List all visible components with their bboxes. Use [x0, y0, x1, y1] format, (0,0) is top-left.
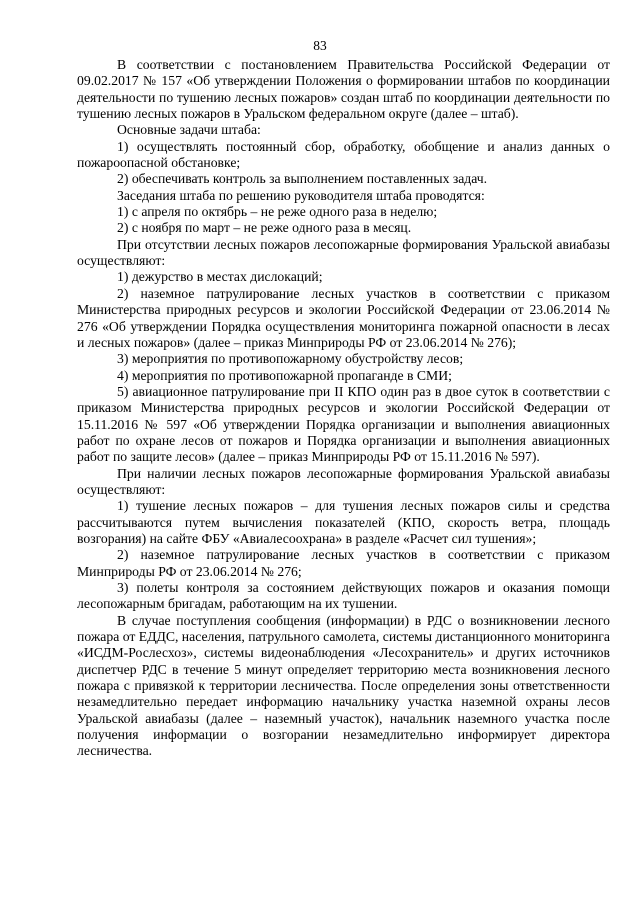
paragraph-fires-1: 1) тушение лесных пожаров – для тушения лесных пожаров силы и средства рассчитываются путем вычисления показателей (КПО, скорость ветра, площадь возгорания) на сайте ФБУ «Авиалесоохрана» в разделе «Расчет сил тушения»;: [77, 498, 610, 546]
page-number: 83: [313, 38, 327, 53]
paragraph-meetings-2: 2) с ноября по март – не реже одного раза в месяц.: [117, 220, 412, 236]
paragraph-fires-heading: При наличии лесных пожаров лесопожарные формирования Уральской авиабазы осуществляют:: [77, 465, 610, 497]
paragraph-no-fires-5: 5) авиационное патрулирование при II КПО один раз в двое суток в соответствии с приказом Министерства природных ресурсов и экологии Российской Федерации от 15.11.2016 № 597 «Об утверждении Порядка организации и выполнения авиационных работ по охране лесов от пожаров и Порядка организации и выполнения авиационных работ по защите лесов» (далее – приказ Минприроды РФ от 15.11.2016 № 597).: [77, 383, 610, 465]
paragraph-meetings-heading: Заседания штаба по решению руководителя штаба проводятся:: [117, 187, 485, 203]
paragraph-no-fires-1: 1) дежурство в местах дислокаций;: [117, 269, 323, 285]
paragraph-tasks-heading: Основные задачи штаба:: [117, 122, 261, 138]
paragraph-no-fires-heading: При отсутствии лесных пожаров лесопожарные формирования Уральской авиабазы осуществляют:: [77, 236, 610, 269]
paragraph-fires-3: 3) полеты контроля за состоянием действующих пожаров и оказания помощи лесопожарным бригадам, работающим на их тушении.: [77, 580, 610, 612]
paragraph-no-fires-2: 2) наземное патрулирование лесных участков в соответствии с приказом Министерства природных ресурсов и экологии Российской Федерации от 23.06.2014 № 276 «Об утверждении Порядка осуществления мониторинга пожарной опасности в лесах и лесных пожаров» (далее – приказ Минприроды РФ от 23.06.2014 № 276);: [77, 285, 610, 350]
paragraph-task-2: 2) обеспечивать контроль за выполнением поставленных задач.: [117, 171, 488, 187]
paragraph-task-1: 1) осуществлять постоянный сбор, обработку, обобщение и анализ данных о пожароопасной обстановке;: [77, 138, 610, 171]
document-body: [77, 57, 610, 760]
paragraph-fire-report-procedure: В случае поступления сообщения (информации) в РДС о возникновении лесного пожара от ЕДДС, населения, патрульного самолета, системы дистанционного мониторинга «ИСДМ-Рослесхоз», системы видеонаблюдения «Лесохранитель» и других источников диспетчер РДС в течение 5 минут определяет территорию места возникновения лесного пожара с привязкой к территории лесничества. После определения зоны ответственности незамедлительно передает информацию начальнику участка наземной охраны лесов Уральской авиабазы (далее – наземный участок), начальник наземного участка после получения информации о возгорании незамедлительно информирует директора лесничества.: [77, 612, 610, 759]
paragraph-no-fires-4: 4) мероприятия по противопожарной пропаганде в СМИ;: [117, 367, 452, 383]
paragraph-meetings-1: 1) с апреля по октябрь – не реже одного раза в неделю;: [117, 204, 438, 220]
paragraph-no-fires-3: 3) мероприятия по противопожарному обустройству лесов;: [117, 351, 464, 367]
paragraph-headquarters-basis: В соответствии с постановлением Правительства Российской Федерации от 09.02.2017 № 157 «Об утверждении Положения о формировании штабов по координации деятельности по тушению лесных пожаров» создан штаб по координации деятельности по тушению лесных пожаров в Уральском федеральном округе (далее – штаб).: [77, 57, 610, 122]
paragraph-fires-2: 2) наземное патрулирование лесных участков в соответствии с приказом Минприроды РФ от 23.06.2014 № 276;: [77, 547, 610, 579]
